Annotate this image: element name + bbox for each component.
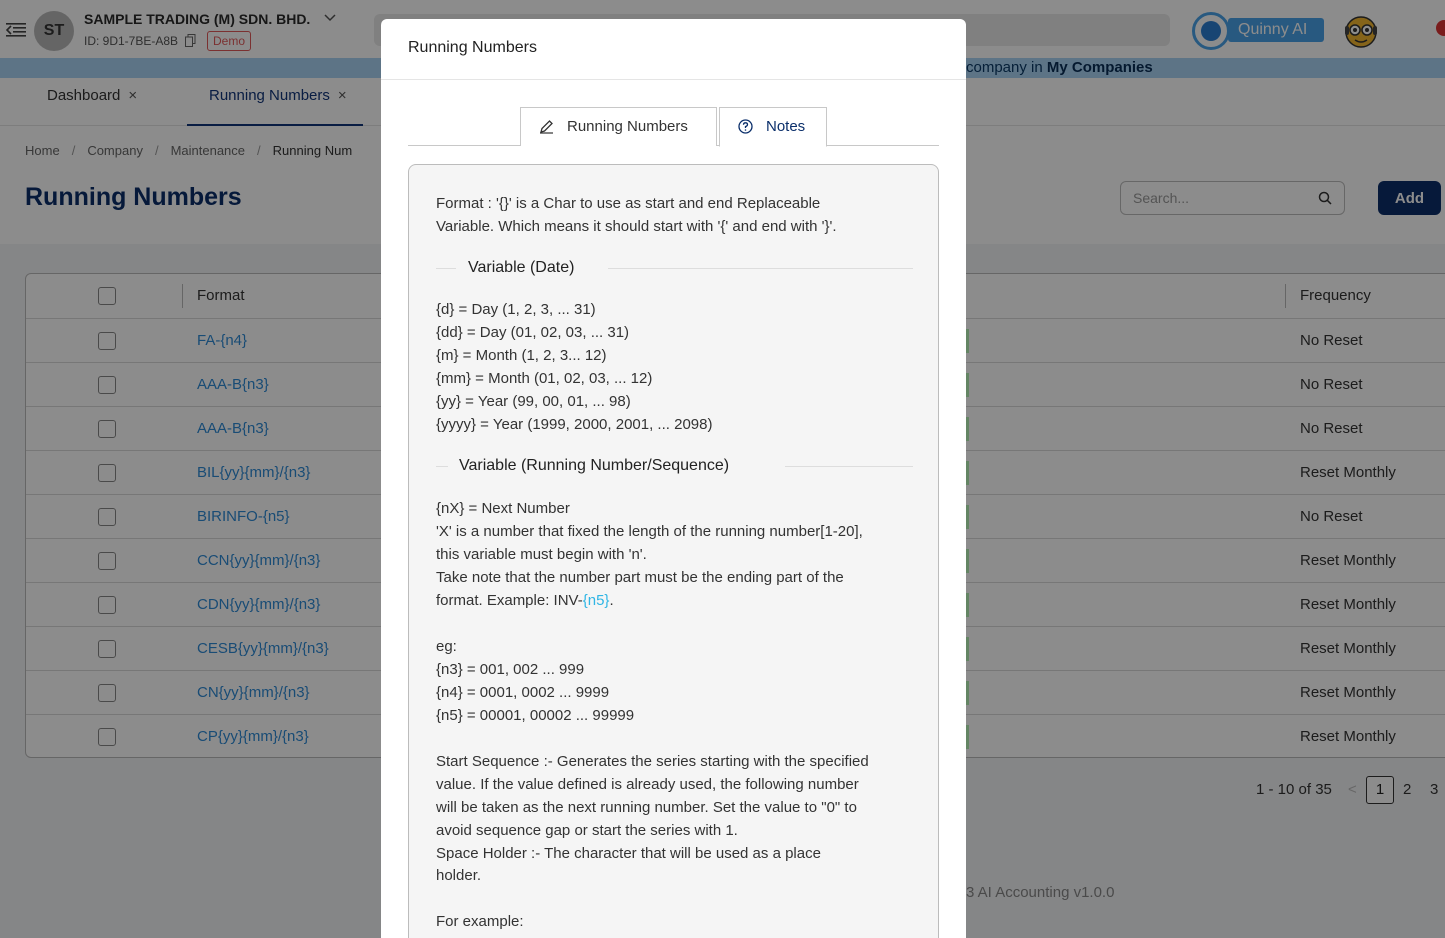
column-header-format[interactable]: Format [197,287,245,304]
page-title: Running Numbers [25,183,242,211]
format-note-line: Variable. Which means it should start with '{' and end with '}'. [436,218,837,235]
close-icon[interactable]: × [128,87,138,104]
add-button[interactable]: Add [1378,181,1441,215]
divider-line [436,268,456,269]
format-link[interactable]: BIRINFO-{n5} [197,508,290,525]
section-divider-date [409,255,940,281]
company-avatar[interactable]: ST [34,11,74,51]
date-variable-line: {dd} = Day (01, 02, 03, ... 31) [436,324,630,341]
tab-notes[interactable] [719,107,827,147]
format-link[interactable]: BIL{yy}{mm}/{n3} [197,464,311,481]
sequence-example-line [436,589,614,612]
sequence-note-line: {nX} = Next Number [436,500,570,517]
frequency-cell: No Reset [1300,376,1363,393]
frequency-cell: No Reset [1300,332,1363,349]
start-sequence-line: avoid sequence gap or start the series with 1. [436,822,738,839]
format-link[interactable]: AAA-B{n3} [197,420,269,437]
example-text: format. Example: INV- [436,592,583,609]
search-placeholder: Search... [1133,190,1190,206]
company-name[interactable]: SAMPLE TRADING (M) SDN. BHD. [84,11,311,27]
divider-line [608,268,913,269]
date-variable-line: {d} = Day (1, 2, 3, ... 31) [436,301,596,318]
frequency-cell: Reset Monthly [1300,684,1396,701]
app-version: 3 AI Accounting v1.0.0 [966,884,1115,901]
format-link[interactable]: CCN{yy}{mm}/{n3} [197,552,321,569]
breadcrumb-company[interactable]: Company [87,143,143,158]
demo-badge: Demo [207,31,251,51]
date-variable-line: {yy} = Year (99, 00, 01, ... 98) [436,393,631,410]
close-icon[interactable]: × [337,87,347,104]
help-circle-icon [738,119,753,134]
tab-label: Running Numbers [567,118,688,135]
section-heading-date: Variable (Date) [468,259,575,276]
section-divider-sequence [409,453,940,479]
example-suffix: . [609,592,614,609]
space-holder-line: Space Holder :- The character that will be used as a place [436,845,821,862]
sequence-note-line: 'X' is a number that fixed the length of the running number[1-20], [436,523,863,540]
date-variable-line: {mm} = Month (01, 02, 03, ... 12) [436,370,653,387]
frequency-cell: Reset Monthly [1300,596,1396,613]
start-sequence-line: value. If the value defined is already used, the following number [436,776,859,793]
section-heading-sequence: Variable (Running Number/Sequence) [459,457,730,474]
space-holder-line: holder. [436,867,482,884]
for-example-label: For example: [436,913,524,930]
divider-line [785,466,913,467]
modal-header [381,19,966,80]
frequency-cell: No Reset [1300,420,1363,437]
breadcrumb-current: Running Num [272,143,353,158]
breadcrumb-separator: / [257,143,261,158]
format-link[interactable]: CDN{yy}{mm}/{n3} [197,596,321,613]
sequence-note-line: Take note that the number part must be the ending part of the [436,569,844,586]
format-link[interactable]: CP{yy}{mm}/{n3} [197,728,309,745]
frequency-cell: Reset Monthly [1300,464,1396,481]
breadcrumb-separator: / [71,143,76,158]
pagination-page-3[interactable]: 3 [1430,781,1439,798]
notes-panel [408,164,939,938]
date-variable-line: {m} = Month (1, 2, 3... 12) [436,347,607,364]
eg-line: {n4} = 0001, 0002 ... 9999 [436,684,610,701]
frequency-cell: Reset Monthly [1300,728,1396,745]
breadcrumb-separator: / [154,143,159,158]
company-id: ID: 9D1-7BE-A8B [84,34,179,48]
tab-label: Running Numbers [209,87,330,104]
format-link[interactable]: FA-{n4} [197,332,248,349]
frequency-cell: No Reset [1300,508,1363,525]
banner-text: company in [966,59,1047,76]
pagination-page-1[interactable]: 1 [1366,776,1394,804]
tab-running-numbers[interactable] [520,107,717,146]
breadcrumb-home[interactable]: Home [25,143,60,158]
sequence-note-line: this variable must begin with 'n'. [436,546,647,563]
eg-line: {n3} = 001, 002 ... 999 [436,661,585,678]
modal-title: Running Numbers [408,39,537,56]
quinny-ai-button[interactable]: Quinny AI [1228,18,1324,42]
frequency-cell: Reset Monthly [1300,640,1396,657]
eg-line: {n5} = 00001, 00002 ... 99999 [436,707,635,724]
column-header-frequency[interactable]: Frequency [1300,287,1371,304]
breadcrumb-maintenance[interactable]: Maintenance [170,143,246,158]
pagination-page-2[interactable]: 2 [1403,781,1412,798]
format-link[interactable]: CN{yy}{mm}/{n3} [197,684,310,701]
example-highlight: {n5} [582,592,610,609]
format-link[interactable]: AAA-B{n3} [197,376,269,393]
start-sequence-line: Start Sequence :- Generates the series starting with the specified [436,753,869,770]
eg-label: eg: [436,638,457,655]
divider-line [436,466,448,467]
format-note-line: Format : '{}' is a Char to use as start and end Replaceable [436,195,821,212]
start-sequence-line: will be taken as the next running number. Set the value to "0" to [436,799,857,816]
tab-label: Notes [766,118,806,135]
date-variable-line: {yyyy} = Year (1999, 2000, 2001, ... 2098) [436,416,713,433]
format-link[interactable]: CESB{yy}{mm}/{n3} [197,640,329,657]
tab-label: Dashboard [47,87,121,104]
pagination-range: 1 - 10 of 35 [1256,781,1332,798]
running-numbers-modal [381,19,966,938]
pagination-prev[interactable]: < [1348,781,1357,798]
frequency-cell: Reset Monthly [1300,552,1396,569]
pencil-icon [539,119,554,134]
my-companies-link[interactable]: My Companies [1046,59,1153,76]
